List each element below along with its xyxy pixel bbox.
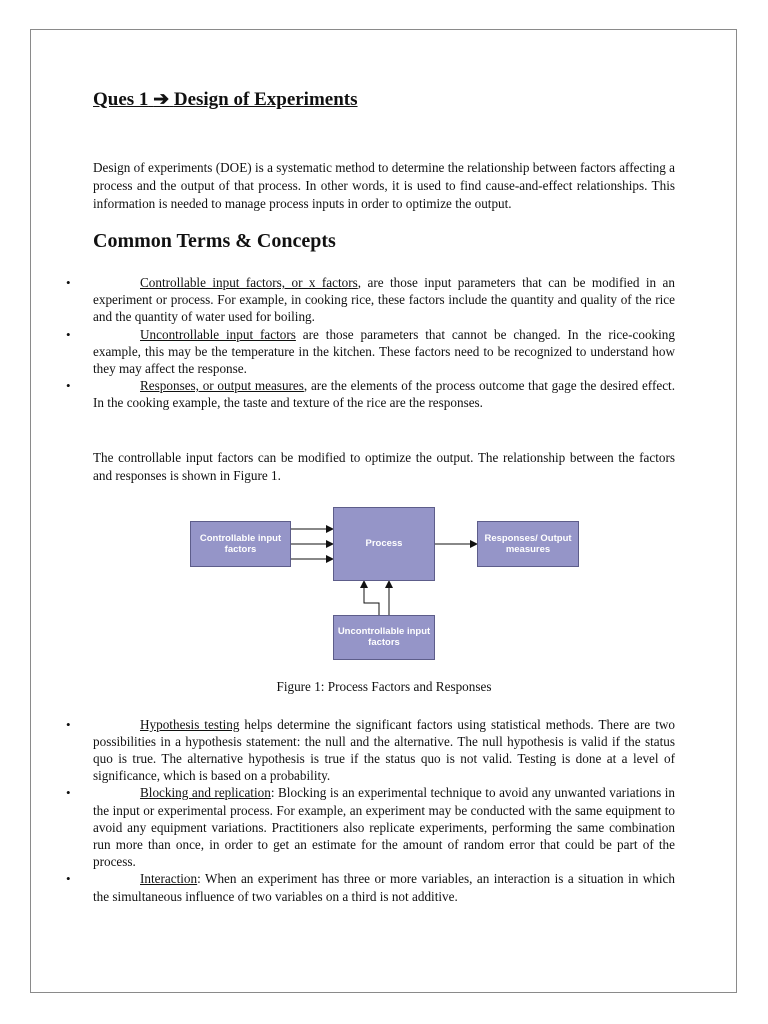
bullet-icon: • (66, 785, 71, 801)
title-prefix: Ques 1 (93, 89, 149, 110)
bullet-icon: • (66, 871, 71, 887)
term-label: Blocking and replication (140, 785, 271, 801)
figure-caption: Figure 1: Process Factors and Responses (276, 678, 492, 694)
title-text: Design of Experiments (173, 89, 358, 110)
right-arrow-icon: ➔ (153, 89, 170, 110)
list-item (66, 326, 675, 378)
list-item (66, 377, 676, 411)
question-title (93, 88, 675, 112)
relationship-paragraph: The controllable input factors can be modified to optimize the output. The relationship between the factors and responses is shown in Figure 1. (93, 449, 675, 483)
document-body (66, 88, 676, 905)
term-text: are those parameters that cannot be changed. In the rice-cooking example, this may be the temperature in the kitchen. These factors need to be recognized to understand how they may affect the response. (93, 326, 675, 377)
term-text: : Blocking is an experimental technique to avoid any unwanted variations in the input or experimental process. For example, an experiment may be conducted with the same equipment to avoid any equipment variations. Practitioners also replicate experiments, performing the same combination run more than once, in order to get an estimate for the amount of random error that could be part of the process. (93, 785, 676, 870)
term-text: , are those input parameters that can be modified in an experiment or process. For example, in cooking rice, these factors include the quantity and quality of the rice and the quantity of water used for boiling. (93, 275, 676, 325)
process-box: Process (333, 507, 435, 581)
section-heading: Common Terms & Concepts (93, 230, 336, 252)
bullet-icon: • (66, 378, 71, 394)
list-item (66, 870, 675, 904)
controllable-factors-box: Controllable input factors (190, 521, 291, 567)
list-item (66, 716, 675, 785)
bullet-icon: • (66, 326, 71, 342)
term-text: : When an experiment has three or more variables, an interaction is a situation in which the simultaneous influence of two variables on a third is not additive. (93, 871, 675, 904)
uncontrollable-arrow-left (364, 581, 379, 615)
bullet-icon: • (66, 275, 71, 290)
responses-box: Responses/ Output measures (477, 521, 579, 567)
uncontrollable-factors-box: Uncontrollable input factors (333, 615, 435, 660)
term-text: helps determine the significant factors using statistical methods. There are two possibilities in a hypothesis statement: the null and the alternative. The null hypothesis is valid if the status quo is true. The alternative hypothesis is true if the status quo is not valid. Testing is done at a level of significance, which is based on a probability. (93, 716, 675, 784)
intro-paragraph: Design of experiments (DOE) is a systematic method to determine the relationship between factors affecting a process and the output of that process. In other words, it is used to find cause-and-effect relationships. This information is needed to manage process inputs in order to optimize the output. (93, 160, 675, 211)
term-label: Interaction (140, 871, 198, 887)
list-item (66, 784, 676, 870)
list-item (66, 274, 676, 326)
terms-list-2 (66, 716, 676, 905)
bullet-icon: • (66, 716, 71, 732)
term-label: Hypothesis testing (140, 716, 240, 732)
term-label: Responses, or output measures (140, 378, 304, 394)
term-label: Uncontrollable input factors (140, 326, 296, 342)
process-diagram (93, 503, 675, 663)
term-text: , are the elements of the process outcome that gage the desired effect. In the cooking example, the taste and texture of the rice are the responses. (93, 378, 676, 411)
terms-list (66, 274, 676, 412)
term-label: Controllable input factors, or x factors (140, 275, 358, 290)
